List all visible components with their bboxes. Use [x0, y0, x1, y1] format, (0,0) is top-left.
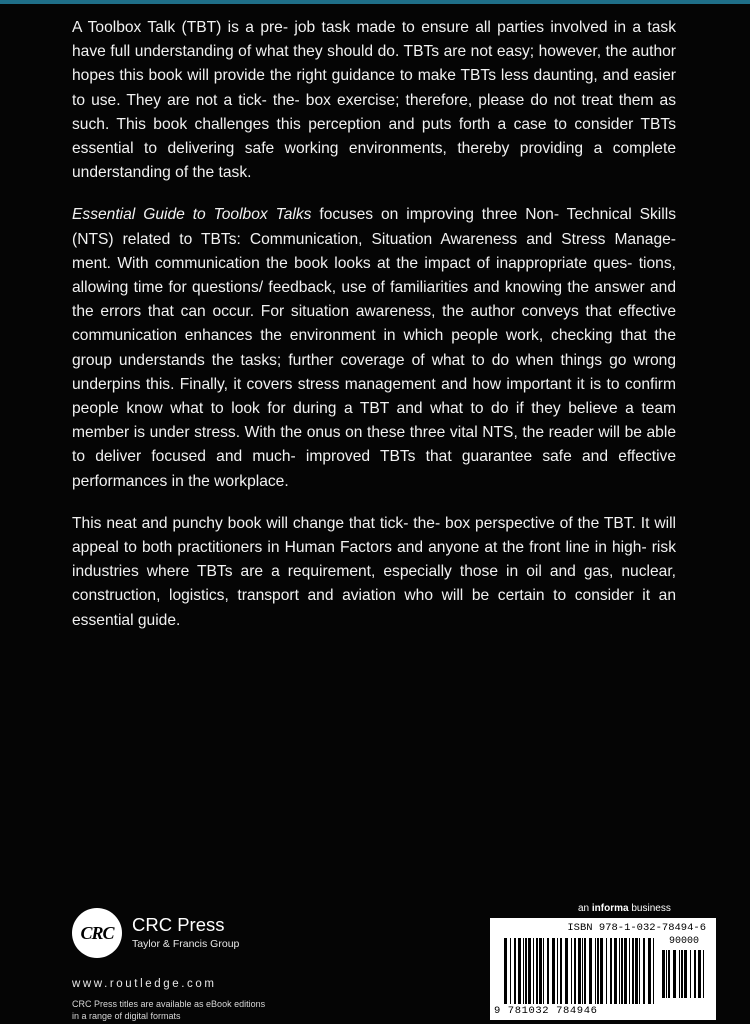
blurb-paragraph-2 [72, 203, 676, 493]
blurb-paragraph-3: This neat and punchy book will change that tick- the- box perspective of the TBT. It will appeal to both practitioners in Human Factors and anyone at the front line in high- risk industries where TBTs are a requirement, especially those in oil and gas, nuclear, construction, logistics, transport and aviation who will be certain to consider it an essential guide. [72, 514, 676, 629]
blurb-paragraph-2-text: focuses on improving three Non- Technical Skills (NTS) related to TBTs: Communication, Situation Awareness and Stress Manage- ment. With communication the book looks at the impact of inappropriate ques- tions, allowing time for questions/ feedback, use of familiarities and knowing the answer and the errors that can occur. For situation awareness, the author conveys that effective communication enhances the environment in which people work, checking that the group understands the tasks; further coverage of what to do when things go wrong underpins this. Finally, it covers stress management and how important it is to confirm people know what to look for during a TBT and what to do if they believe a team member is under stress. With the onus on these three vital NTS, the reader will be able to deliver focused and much- improved TBTs that guarantee safe and effective performances in the workplace. [72, 206, 677, 490]
book-title-italic: Essential Guide to Toolbox Talks [72, 206, 312, 224]
top-accent-bar [0, 0, 750, 4]
barcode-block [490, 918, 716, 1020]
informa-prefix: an [578, 903, 592, 914]
back-cover-blurb [72, 16, 676, 651]
publisher-block [72, 908, 372, 1022]
publisher-name-block [132, 915, 239, 951]
isbn-text: ISBN 978-1-032-78494-6 [567, 922, 706, 934]
ean-digits: 9 781032 784946 [494, 1005, 598, 1017]
informa-brand: informa [591, 903, 629, 914]
crc-logo-text: CRC [80, 922, 114, 943]
publisher-url[interactable]: www.routledge.com [72, 978, 217, 990]
blurb-paragraph-1: A Toolbox Talk (TBT) is a pre- job task made to ensure all parties involved in a task have full understanding of what they should do. TBTs are not easy; however, the author hopes this book will provide the right guidance to make TBTs less daunting, and easier to use. They are not a tick- the- box exercise; therefore, please do not treat them as such. This book challenges this perception and puts forth a case to consider TBTs essential to delivering safe working environments, thereby providing a complete understanding of the task. [72, 19, 676, 182]
publisher-name: CRC Press [132, 914, 225, 935]
price-code: 90000 [668, 936, 699, 947]
publisher-group: Taylor & Francis Group [132, 938, 240, 950]
informa-suffix: business [628, 903, 671, 914]
publisher-logo-row [72, 908, 372, 958]
informa-tagline [578, 903, 671, 914]
crc-logo [72, 908, 122, 958]
ebook-note: CRC Press titles are available as eBook editions in a range of digital formats [72, 999, 266, 1021]
